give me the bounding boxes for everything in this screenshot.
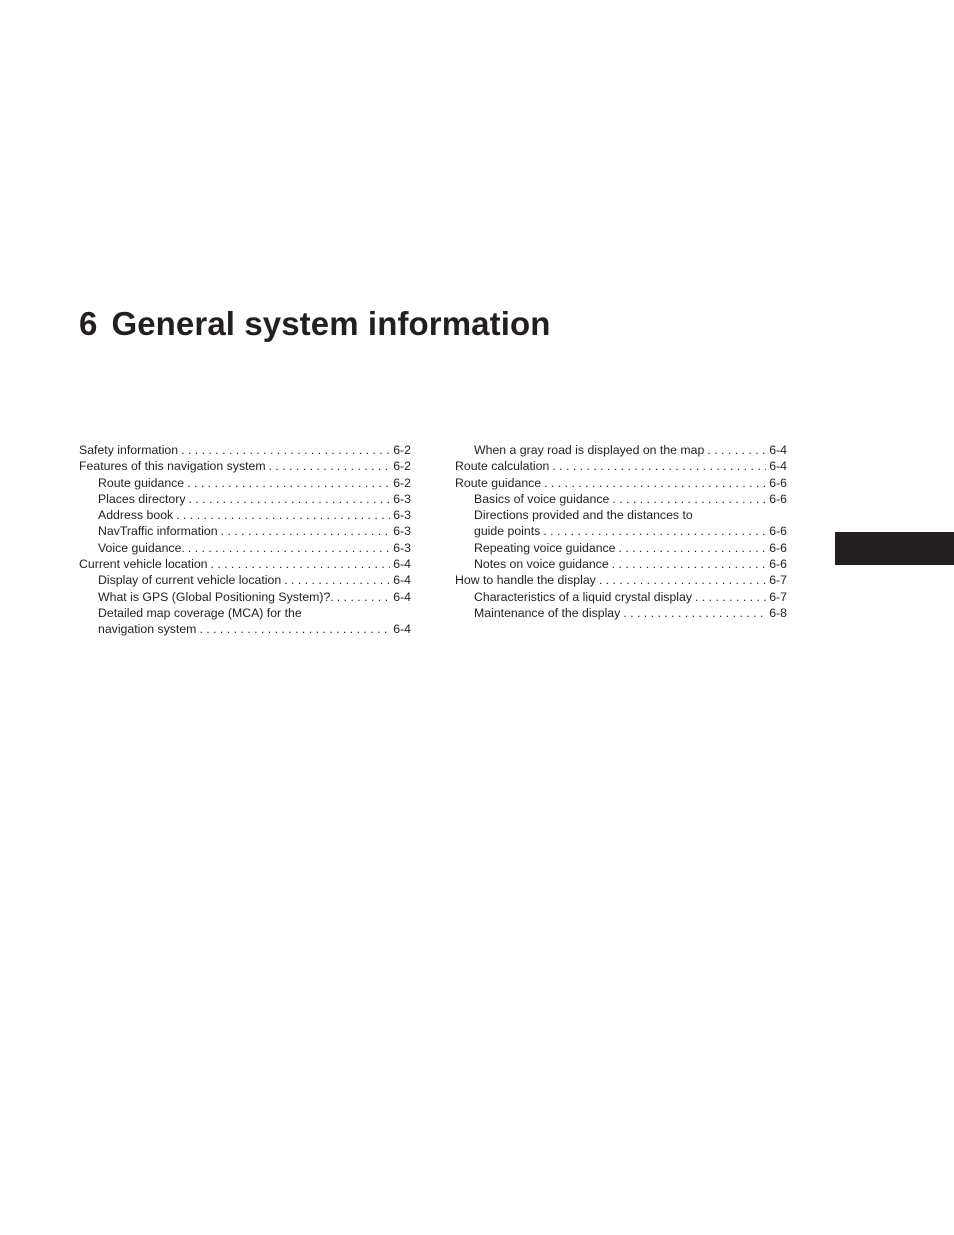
toc-entry[interactable] xyxy=(79,589,411,605)
toc-entry-label: Repeating voice guidance xyxy=(474,540,616,555)
toc-entry[interactable] xyxy=(79,523,411,539)
toc-leader-dots xyxy=(612,556,767,572)
toc-entry-page: 6-4 xyxy=(769,459,787,474)
toc-entry[interactable] xyxy=(79,572,411,588)
toc-entry-page: 6-4 xyxy=(393,557,411,572)
toc-entry-label: Maintenance of the display xyxy=(474,605,621,620)
toc-entry-label: What is GPS (Global Positioning System)?. xyxy=(98,589,334,604)
toc-leader-dots xyxy=(337,589,390,605)
toc-entry-label: Route guidance xyxy=(98,475,185,490)
toc-entry-label: Features of this navigation system xyxy=(79,459,266,474)
toc-entry-label: When a gray road is displayed on the map xyxy=(474,443,705,457)
toc-leader-dots xyxy=(544,475,766,491)
toc-entry-page: 6-7 xyxy=(769,573,787,588)
toc-entry-page: 6-4 xyxy=(393,573,411,588)
toc-entry-page: 6-4 xyxy=(769,443,787,457)
toc-entry-page: 6-7 xyxy=(769,589,787,604)
toc-right-column xyxy=(455,442,787,621)
toc-leader-dots xyxy=(707,442,766,458)
toc-entry-page: 6-6 xyxy=(769,491,787,506)
toc-entry[interactable] xyxy=(79,458,411,474)
toc-entry[interactable] xyxy=(455,589,787,605)
toc-entry-label: guide points xyxy=(474,524,541,539)
toc-entry-page: 6-3 xyxy=(393,524,411,539)
toc-entry[interactable] xyxy=(455,491,787,507)
toc-leader-dots xyxy=(695,589,766,605)
toc-entry-line2 xyxy=(474,523,787,539)
toc-leader-dots xyxy=(284,572,390,588)
toc-leader-dots xyxy=(599,572,766,588)
toc-entry-page: 6-2 xyxy=(393,475,411,490)
toc-entry-label: navigation system xyxy=(98,622,197,637)
toc-entry[interactable] xyxy=(79,605,411,638)
toc-leader-dots xyxy=(619,540,767,556)
chapter-title xyxy=(79,305,551,343)
chapter-number: 6 xyxy=(79,305,98,342)
toc-entry-label: NavTraffic information xyxy=(98,524,218,539)
toc-entry[interactable] xyxy=(79,556,411,572)
toc-entry[interactable] xyxy=(79,442,411,458)
toc-entry-label: Characteristics of a liquid crystal display xyxy=(474,589,693,604)
toc-entry-label-line1: Directions provided and the distances to xyxy=(474,508,693,523)
toc-entry[interactable] xyxy=(79,507,411,523)
toc-entry-label: Display of current vehicle location xyxy=(98,573,282,588)
toc-entry-page: 6-4 xyxy=(393,622,411,637)
toc-leader-dots xyxy=(552,458,766,474)
toc-entry-page: 6-6 xyxy=(769,557,787,572)
toc-entry-page: 6-3 xyxy=(393,540,411,555)
toc-entry-page: 6-2 xyxy=(393,443,411,457)
toc-entry-page: 6-2 xyxy=(393,459,411,474)
toc-leader-dots xyxy=(612,491,766,507)
toc-entry-label: Safety information xyxy=(79,443,179,457)
toc-entry[interactable] xyxy=(455,572,787,588)
toc-entry-label: How to handle the display xyxy=(455,573,596,588)
toc-entry-label: Route guidance xyxy=(455,475,542,490)
toc-entry-page: 6-3 xyxy=(393,508,411,523)
toc-leader-dots xyxy=(188,540,390,556)
toc-entry-label: Current vehicle location xyxy=(79,557,208,572)
toc-leader-dots xyxy=(176,507,390,523)
toc-entry-page: 6-8 xyxy=(769,605,787,620)
toc-entry[interactable] xyxy=(79,540,411,556)
toc-leader-dots xyxy=(211,556,391,572)
toc-entry[interactable] xyxy=(455,540,787,556)
toc-entry-label: Notes on voice guidance xyxy=(474,557,609,572)
toc-entry[interactable] xyxy=(455,507,787,540)
chapter-side-tab xyxy=(835,532,954,565)
toc-entry-label: Voice guidance. xyxy=(98,540,185,555)
toc-entry[interactable] xyxy=(79,491,411,507)
toc-entry-label: Basics of voice guidance xyxy=(474,491,610,506)
toc-entry[interactable] xyxy=(455,442,787,458)
toc-leader-dots xyxy=(188,491,390,507)
toc-entry-label: Address book xyxy=(98,508,174,523)
toc-leader-dots xyxy=(543,523,766,539)
toc-entry-line2 xyxy=(98,621,411,637)
toc-leader-dots xyxy=(187,475,390,491)
toc-entry-page: 6-6 xyxy=(769,524,787,539)
toc-entry[interactable] xyxy=(455,458,787,474)
toc-entry-page: 6-6 xyxy=(769,540,787,555)
toc-left-column xyxy=(79,442,411,638)
toc-entry-page: 6-3 xyxy=(393,491,411,506)
toc-leader-dots xyxy=(623,605,766,621)
toc-entry-label: Route calculation xyxy=(455,459,550,474)
toc-entry[interactable] xyxy=(455,475,787,491)
toc-entry[interactable] xyxy=(455,605,787,621)
toc-entry[interactable] xyxy=(79,475,411,491)
toc-entry[interactable] xyxy=(455,556,787,572)
toc-leader-dots xyxy=(181,442,390,458)
toc-leader-dots xyxy=(269,458,391,474)
chapter-title-text: General system information xyxy=(111,305,551,342)
toc-entry-label-line1: Detailed map coverage (MCA) for the xyxy=(98,605,302,620)
toc-entry-label: Places directory xyxy=(98,491,186,506)
toc-leader-dots xyxy=(199,621,390,637)
toc-entry-page: 6-6 xyxy=(769,475,787,490)
toc-entry-page: 6-4 xyxy=(393,589,411,604)
toc-leader-dots xyxy=(221,523,391,539)
